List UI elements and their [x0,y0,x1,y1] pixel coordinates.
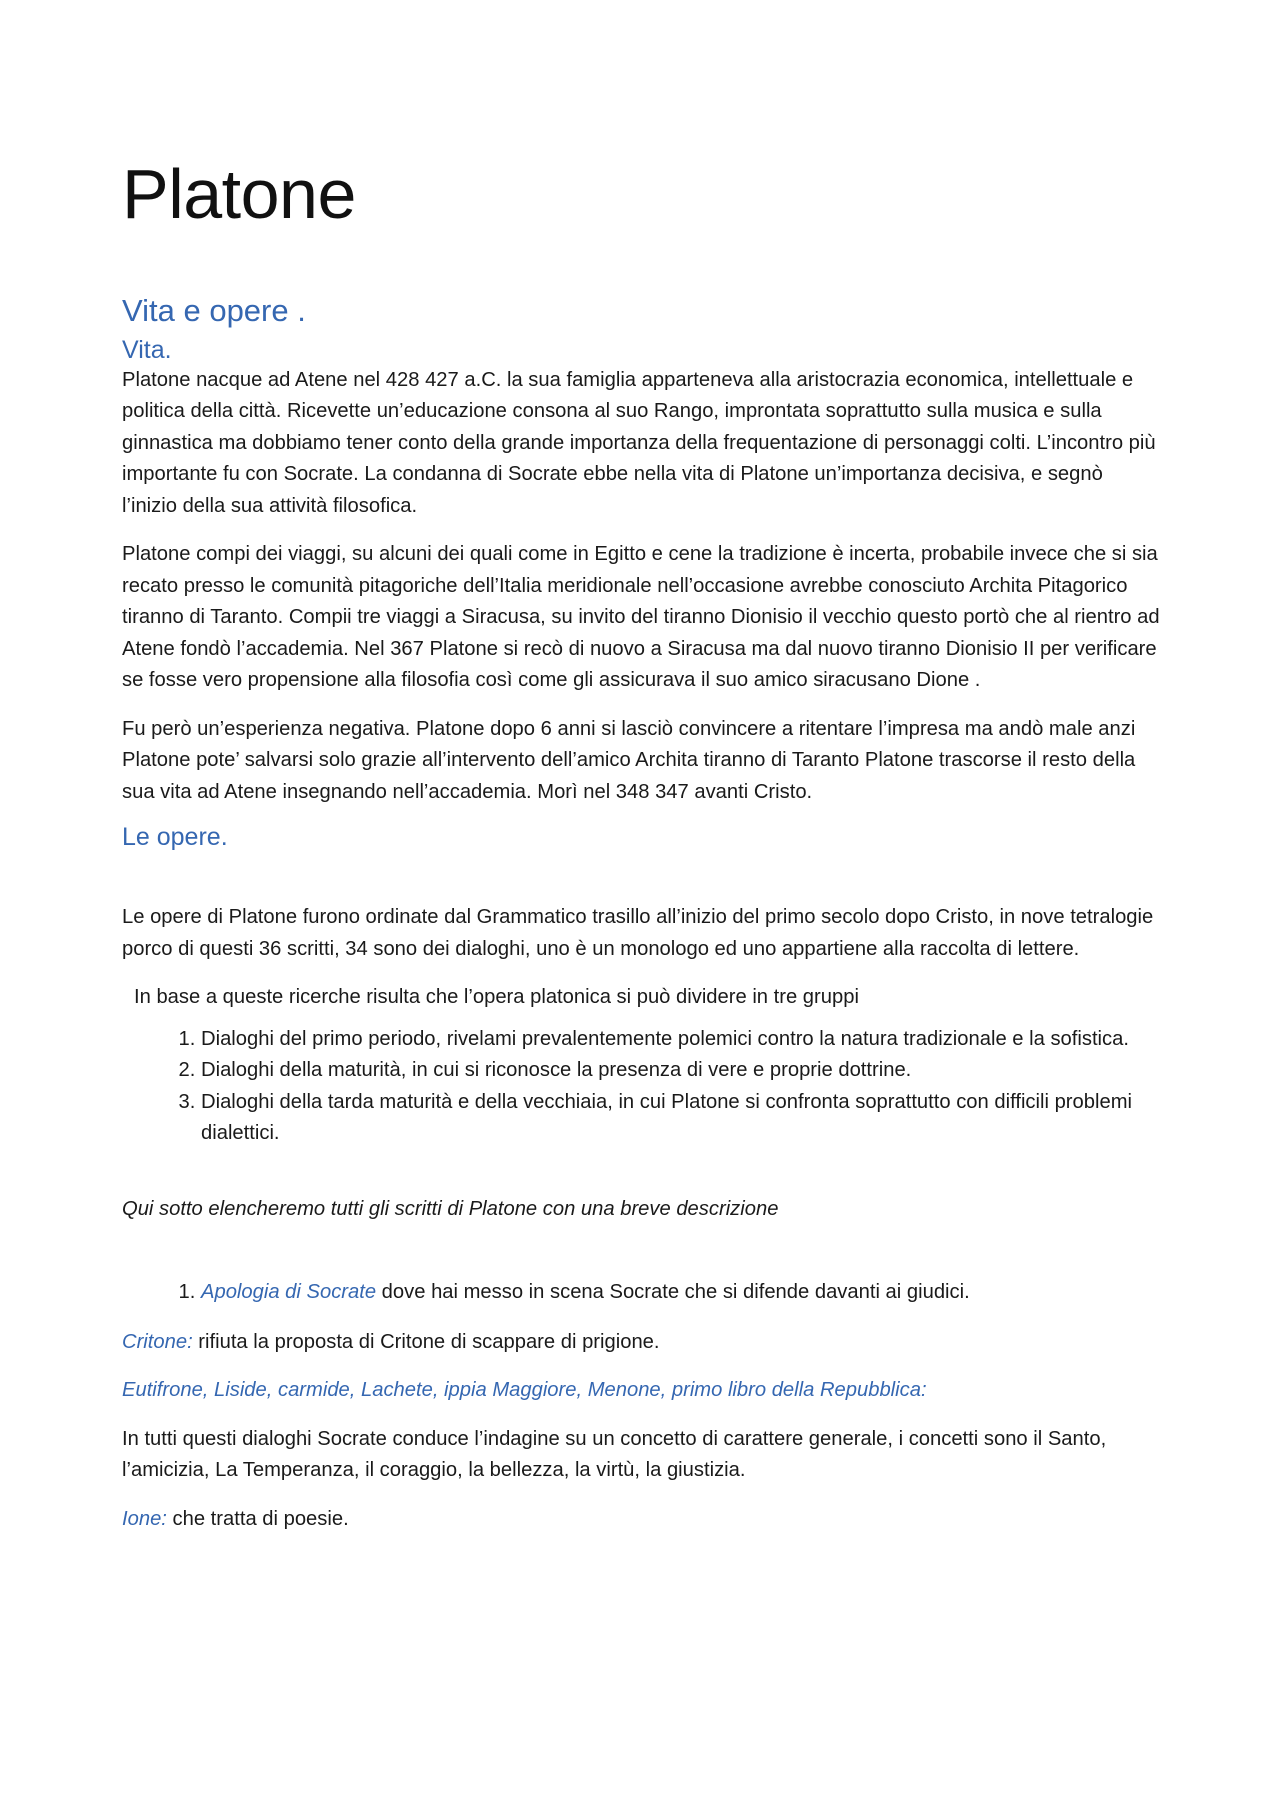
group-item-2: 2. Dialoghi della maturità, in cui si riconosce la presenza di vere e proprie dottrine. [201,1055,1160,1087]
subheading-opere: Le opere. [122,823,228,852]
group-item-3: 3. Dialoghi della tarda maturità e della vecchiaia, in cui Platone si confronta soprattutto con difficili problemi dialettici. [201,1087,1160,1150]
apologia-text: dove hai messo in scena Socrate che si difende davanti ai giudici. [376,1281,970,1304]
critone-entry [122,1327,1160,1359]
group-item-1: 1. Dialoghi del primo periodo, rivelami prevalentemente polemici contro la natura tradizionale e la sofistica. [201,1024,1160,1056]
early-dialogues-term: Eutifrone, Liside, carmide, Lachete, ippia Maggiore, Menone, primo libro della Repubblica: [122,1379,927,1402]
critone-term: Critone: [122,1330,193,1353]
early-dialogues-heading [122,1375,1160,1407]
ione-term: Ione: [122,1507,167,1530]
vita-paragraph-3: Fu però un’esperienza negativa. Platone dopo 6 anni si lasciò convincere a ritentare l’impresa ma andò male anzi Platone pote’ salvarsi solo grazie all’intervento dell’amico Archita tiranno di Taranto Platone trascorse il resto della sua vita ad Atene insegnando nell’accademia. Morì nel 348 347 avanti Cristo. [122,717,1136,803]
critone-text: rifiuta la proposta di Critone di scappare di prigione. [192,1330,660,1353]
groups-list [122,1024,1160,1150]
document-title: Platone [122,155,356,233]
subheading-vita: Vita. [122,335,172,364]
ione-text: che tratta di poesie. [166,1507,349,1530]
work-item-apologia [201,1277,1160,1309]
section-heading: Vita e opere . [122,292,306,328]
early-dialogues-text: In tutti questi dialoghi Socrate conduce l’indagine su un concetto di carattere generale, i concetti sono il Santo, l’amicizia, La Temperanza, il coraggio, la bellezza, la virtù, la giustizia. [122,1427,1107,1482]
apologia-term: Apologia di Socrate [201,1281,377,1304]
opere-paragraph: Le opere di Platone furono ordinate dal Grammatico trasillo all’inizio del primo secolo dopo Cristo, in nove tetralogie porco di questi 36 scritti, 34 sono dei dialoghi, uno è un monologo ed uno appartiene alla raccolta di lettere. [122,906,1154,960]
vita-paragraph-1: Platone nacque ad Atene nel 428 427 a.C. la sua famiglia apparteneva alla aristocrazia economica, intellettuale e politica della città. Ricevette un’educazione consona al suo Rango, improntata soprattutto sulla musica e sulla ginnastica ma dobbiamo tener conto della grande importanza della frequentazione di personaggi colti. L’incontro più importante fu con Socrate. La condanna di Socrate ebbe nella vita di Platone un’importanza decisiva, e segnò l’inizio della sua attività filosofica. [122,368,1156,517]
list-intro: Qui sotto elencheremo tutti gli scritti di Platone con una breve descrizione [122,1197,779,1220]
groups-intro: In base a queste ricerche risulta che l’opera platonica si può dividere in tre gruppi [134,986,859,1009]
works-list [122,1277,1160,1309]
ione-entry [122,1504,1160,1536]
vita-paragraph-2: Platone compi dei viaggi, su alcuni dei quali come in Egitto e cene la tradizione è incerta, probabile invece che si sia recato presso le comunità pitagoriche dell’Italia meridionale nell’occasione avrebbe conosciuto Archita Pitagorico tiranno di Taranto. Compii tre viaggi a Siracusa, su invito del tiranno Dionisio il vecchio questo portò che al rientro ad Atene fondò l’accademia. Nel 367 Platone si recò di nuovo a Siracusa ma dal nuovo tiranno Dionisio II per verificare se fosse vero propensione alla filosofia così come gli assicurava il suo amico siracusano Dione . [122,543,1160,692]
